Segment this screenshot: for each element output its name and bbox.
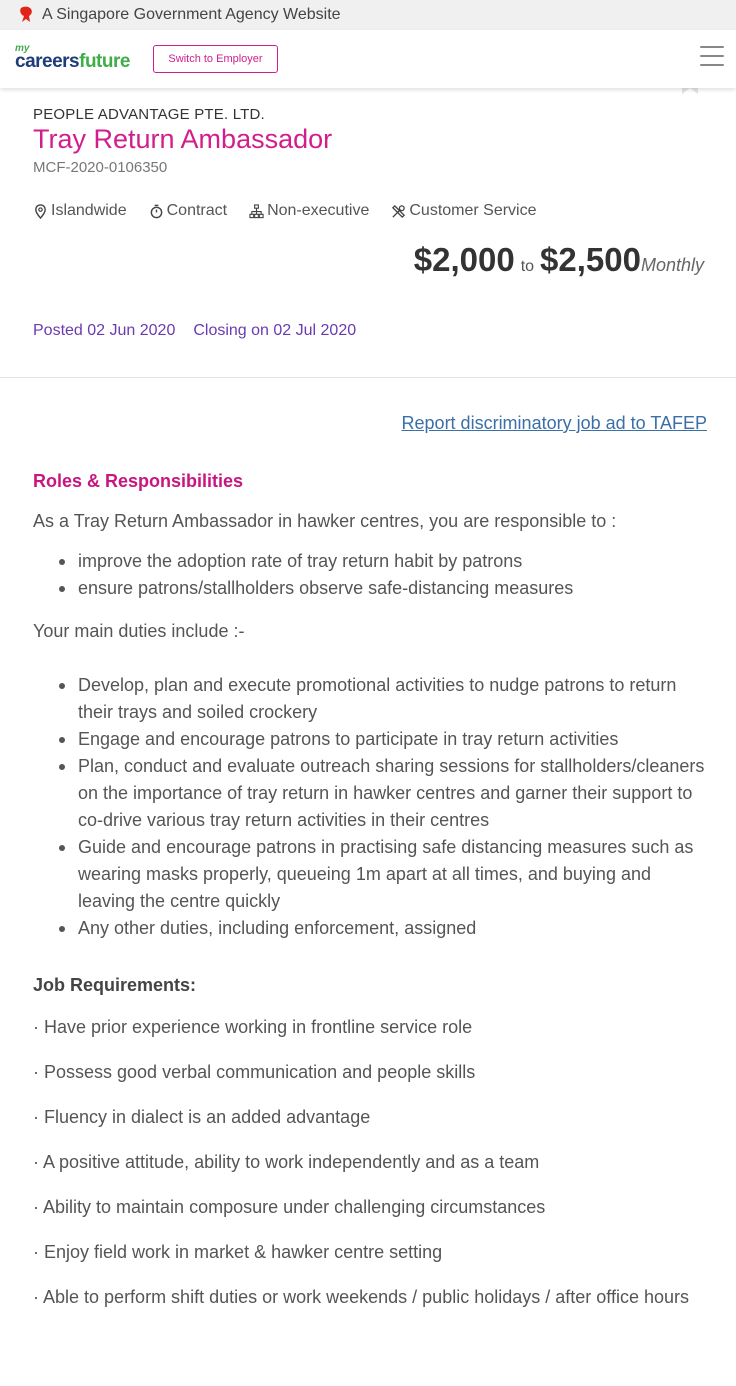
roles-title: Roles & Responsibilities — [33, 471, 244, 491]
job-meta-row — [33, 200, 559, 222]
logo-my-text: my — [15, 43, 30, 54]
requirement-item: · Enjoy field work in market & hawker centre setting — [33, 1242, 443, 1262]
mycareersfuture-logo[interactable] — [15, 43, 145, 75]
hierarchy-icon — [249, 204, 264, 219]
gov-banner — [0, 0, 736, 30]
job-category — [391, 202, 536, 220]
company-name[interactable]: PEOPLE ADVANTAGE PTE. LTD. — [33, 106, 265, 123]
requirement-item: · Able to perform shift duties or work weekends / public holidays / after office hours — [33, 1287, 689, 1307]
job-id: MCF-2020-0106350 — [33, 159, 168, 176]
list-item: Engage and encourage patrons to participate in tray return activities — [78, 726, 713, 753]
requirement-item: · Have prior experience working in frontline service role — [33, 1017, 473, 1037]
list-item: Any other duties, including enforcement, assigned — [78, 915, 713, 942]
requirement-item: · Ability to maintain composure under challenging circumstances — [33, 1197, 546, 1217]
job-employment-type-text: Contract — [166, 202, 228, 219]
switch-to-employer-button[interactable]: Switch to Employer — [153, 45, 278, 73]
job-title: Tray Return Ambassador — [33, 124, 333, 154]
salary-to-text: to — [520, 258, 535, 275]
section-divider — [0, 377, 736, 378]
job-location — [33, 202, 127, 220]
tools-icon — [391, 204, 406, 219]
salary-min: $2,000 — [413, 241, 515, 278]
requirement-item: · Fluency in dialect is an added advantage — [33, 1107, 371, 1127]
singapore-lion-icon — [18, 6, 34, 24]
list-item: Develop, plan and execute promotional activities to nudge patrons to return their trays and soiled crockery — [78, 672, 713, 726]
gov-banner-text: A Singapore Government Agency Website — [42, 6, 341, 23]
duties-intro: Your main duties include :- — [33, 621, 245, 641]
job-employment-type — [149, 202, 227, 220]
list-item: improve the adoption rate of tray return habit by patrons — [78, 548, 713, 575]
job-seniority-text: Non-executive — [267, 202, 370, 219]
requirement-item: · A positive attitude, ability to work independently and as a team — [33, 1152, 540, 1172]
logo-wordmark — [15, 51, 130, 73]
job-category-text: Customer Service — [409, 202, 537, 219]
report-tafep-link[interactable]: Report discriminatory job ad to TAFEP — [401, 413, 707, 433]
closing-date: Closing on 02 Jul 2020 — [193, 322, 357, 339]
requirement-item: · Possess good verbal communication and people skills — [33, 1062, 476, 1082]
list-item: ensure patrons/stallholders observe safe-distancing measures — [78, 575, 713, 602]
salary-period: Monthly — [640, 255, 704, 275]
list-item: Plan, conduct and evaluate outreach sharing sessions for stallholders/cleaners on the importance of tray return in hawker centres and garner their support to co-drive various tray return activities in their centres — [78, 753, 713, 834]
posted-date: Posted 02 Jun 2020 — [33, 322, 176, 339]
salary-range — [414, 241, 704, 279]
requirements-title: Job Requirements: — [33, 975, 197, 995]
location-pin-icon — [33, 204, 48, 219]
hamburger-menu-icon[interactable] — [700, 44, 724, 68]
job-seniority — [249, 202, 369, 220]
stopwatch-icon — [149, 204, 164, 219]
logo-future-text: future — [79, 51, 130, 72]
logo-careers-text: careers — [15, 51, 80, 72]
roles-intro: As a Tray Return Ambassador in hawker centres, you are responsible to : — [33, 511, 617, 531]
job-dates — [33, 322, 374, 340]
duties-list — [33, 672, 713, 942]
job-description — [33, 468, 713, 1329]
job-location-text: Islandwide — [51, 202, 127, 219]
responsibilities-list — [33, 548, 713, 602]
site-header — [0, 30, 736, 88]
list-item: Guide and encourage patrons in practising safe distancing measures such as wearing masks properly, queueing 1m apart at all times, and buying and leaving the centre quickly — [78, 834, 713, 915]
salary-max: $2,500 — [540, 241, 641, 278]
